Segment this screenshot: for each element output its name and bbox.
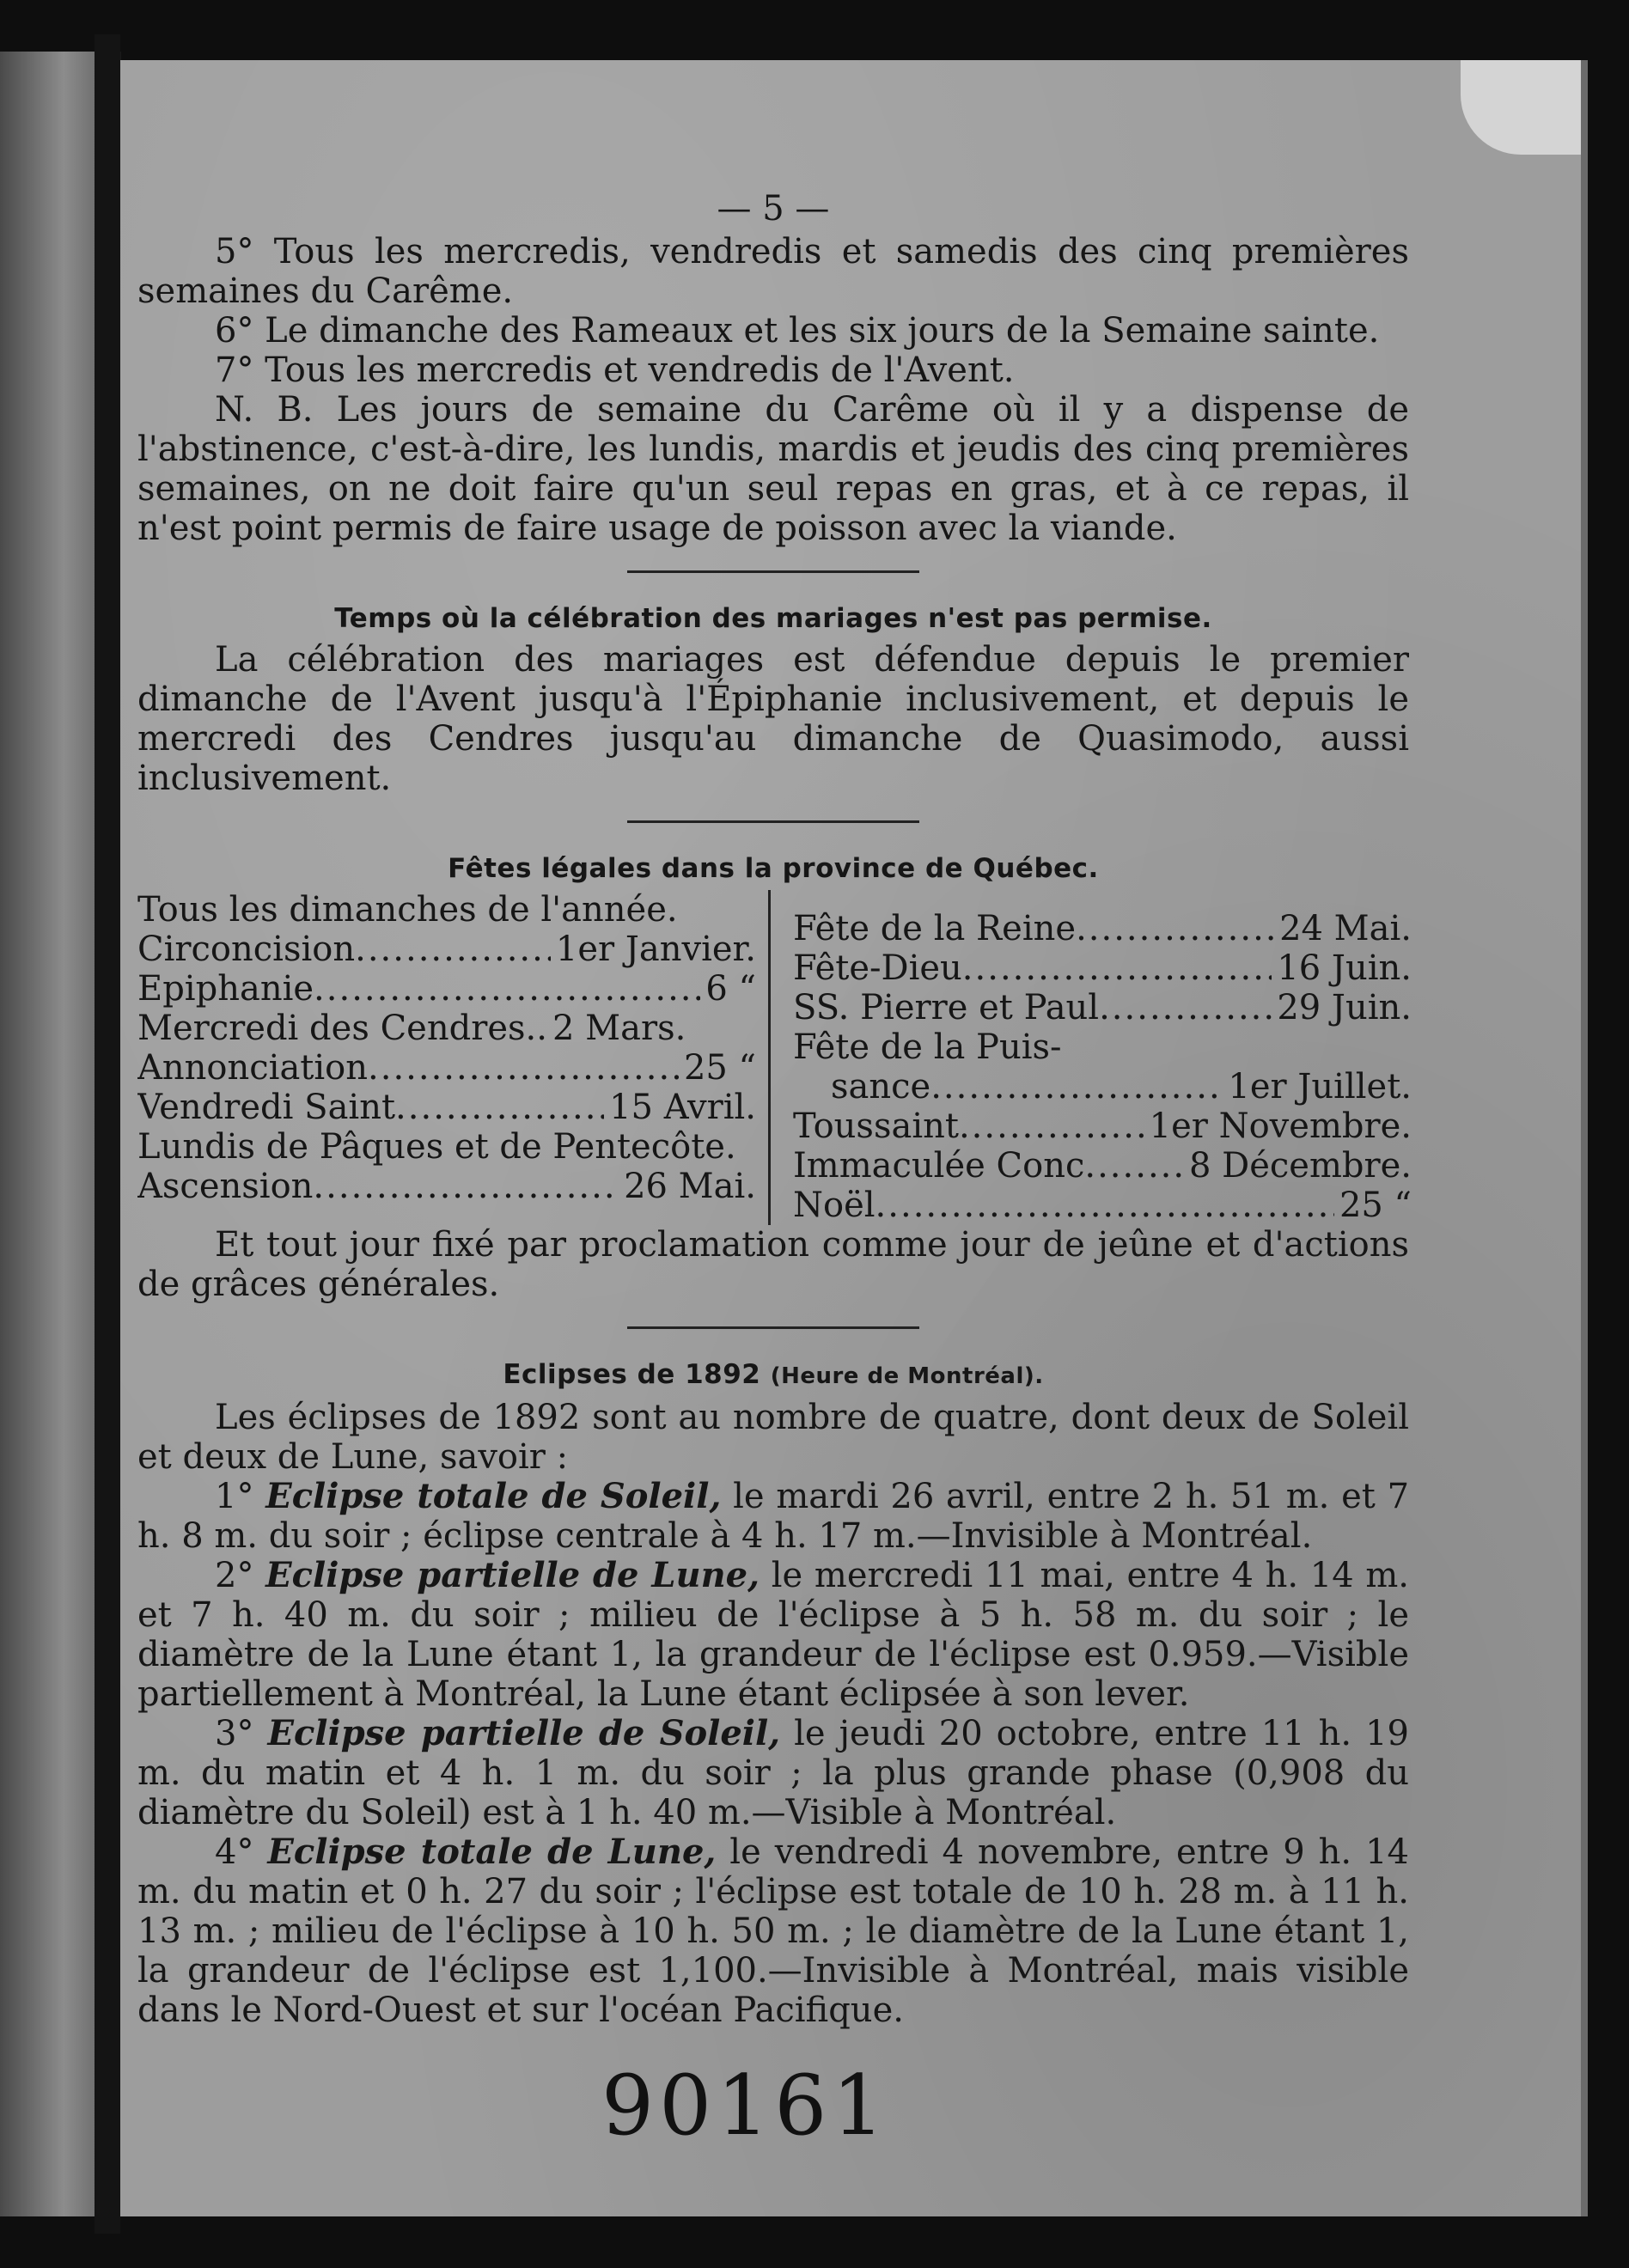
fete-row — [793, 1146, 1412, 1186]
mariages-heading: Temps où la célébration des mariages n'est pas permise. — [334, 603, 1212, 634]
eclipse-title: Eclipse partielle de Soleil, — [267, 1713, 781, 1753]
fete-name: Immaculée Conc — [793, 1146, 1085, 1186]
fetes-table — [137, 890, 1412, 1225]
eclipse-number: 4° — [215, 1832, 254, 1872]
eclipse-text: le jeudi 20 octobre, entre 11 h. 19 m. du matin et 4 h. 1 m. du soir ; la plus grande phase (0,908 du diamètre du Soleil) est à 1 h. 40 m.—Visible à Montréal. — [137, 1714, 1409, 1832]
eclipse-text: le mardi 26 avril, entre 2 h. 51 m. et 7 h. 8 m. du soir ; éclipse centrale à 4 h. 17 m.—Invisible à Montréal. — [137, 1477, 1410, 1556]
fete-name: Fête-Dieu — [793, 948, 962, 988]
fete-row — [137, 1048, 756, 1088]
eclipse-item — [137, 1714, 1409, 1832]
abstinence-note: N. B. Les jours de semaine du Carême où il y a dispense de l'abstinence, c'est-à-dire, les lundis, mardis et jeudis des cinq premières semaines, on ne doit faire qu'un seul repas en gras, et à ce repas, il n'est point permis de faire usage de poisson avec la viande. — [137, 390, 1409, 548]
eclipse-number: 1° — [215, 1477, 254, 1516]
eclipse-title: Eclipse totale de Lune, — [267, 1832, 717, 1872]
leader-dots — [395, 1088, 604, 1127]
fete-name: Ascension — [137, 1167, 314, 1206]
eclipse-item — [137, 1832, 1409, 2030]
eclipses-heading-sub: (Heure de Montréal). — [770, 1363, 1044, 1389]
eclipse-text: le vendredi 4 novembre, entre 9 h. 14 m. du matin et 0 h. 27 du soir ; l'éclipse est totale de 10 h. 28 m. à 11 h. 13 m. ; milieu de l'éclipse à 10 h. 50 m. ; le diamètre de la Lune étant 1, la grandeur de l'éclipse est 1,100.—Invisible à Montréal, mais visible dans le Nord-Ouest et sur l'océan Pacifique. — [137, 1832, 1409, 2030]
fete-row — [793, 1067, 1412, 1107]
page-number: — 5 — — [717, 189, 830, 229]
fete-date: 16 Juin. — [1277, 948, 1412, 988]
fete-date: 25 “ — [683, 1048, 756, 1088]
fete-row — [137, 1009, 756, 1048]
fetes-heading: Fêtes légales dans la province de Québec. — [448, 853, 1099, 884]
abstinence-item-5: 5° Tous les mercredis, vendredis et samedis des cinq premières semaines du Carême. — [137, 232, 1409, 311]
fete-date: 8 Décembre. — [1188, 1146, 1412, 1186]
eclipse-title: Eclipse partielle de Lune, — [265, 1555, 760, 1595]
eclipse-title: Eclipse totale de Soleil, — [265, 1476, 722, 1516]
section-divider — [627, 820, 919, 823]
fete-row — [137, 930, 756, 969]
page-stain — [1461, 60, 1581, 155]
abstinence-item-6: 6° Le dimanche des Rameaux et les six jours de la Semaine sainte. — [215, 311, 1380, 351]
fete-name: Noël — [793, 1186, 876, 1225]
fete-date: 1er Juillet. — [1228, 1067, 1412, 1107]
leader-dots — [959, 1107, 1144, 1146]
fete-row — [793, 1107, 1412, 1146]
fete-date: 25 “ — [1339, 1186, 1412, 1225]
leader-dots — [962, 948, 1272, 988]
fete-row — [137, 1167, 756, 1206]
fetes-left-column — [137, 890, 756, 1225]
eclipse-item — [137, 1556, 1409, 1714]
leader-dots — [368, 1048, 679, 1088]
leader-dots — [313, 1167, 619, 1206]
fetes-closing: Et tout jour fixé par proclamation comme jour de jeûne et d'actions de grâces générales. — [137, 1225, 1409, 1304]
leader-dots — [314, 969, 700, 1009]
fete-name: Vendredi Saint — [137, 1088, 396, 1127]
fete-date: 24 Mai. — [1279, 909, 1412, 948]
fete-date: 29 Juin. — [1277, 988, 1412, 1027]
fete-row — [793, 1186, 1412, 1225]
fete-name: Mercredi des Cendres.. — [137, 1009, 547, 1048]
fete-row — [793, 948, 1412, 988]
fete-name: Epiphanie — [137, 969, 314, 1009]
stamp-number: 90161 — [601, 2058, 890, 2154]
section-divider — [627, 570, 919, 573]
fete-row — [793, 988, 1412, 1027]
abstinence-item-7: 7° Tous les mercredis et vendredis de l'Avent. — [215, 351, 1015, 390]
leader-dots — [876, 1186, 1334, 1225]
fete-date: 15 Avril. — [609, 1088, 756, 1127]
leader-dots — [355, 930, 551, 969]
book-spine — [95, 34, 120, 2234]
fete-row: Lundis de Pâques et de Pentecôte. — [137, 1127, 736, 1167]
fete-name: Annonciation — [137, 1048, 369, 1088]
fetes-intro: Tous les dimanches de l'année. — [137, 890, 678, 930]
fete-name: sance — [831, 1067, 931, 1107]
fete-row — [137, 1088, 756, 1127]
leader-dots — [1099, 988, 1272, 1027]
eclipse-text: le mercredi 11 mai, entre 4 h. 14 m. et 7 h. 40 m. du soir ; milieu de l'éclipse à 5 h. 58 m. du soir ; le diamètre de la Lune étant 1, la grandeur de l'éclipse est 0.959.—Visible partiellement à Montréal, la Lune étant éclipsée à son lever. — [137, 1556, 1410, 1714]
fete-date: 1er Novembre. — [1149, 1107, 1412, 1146]
fete-name: SS. Pierre et Paul — [793, 988, 1100, 1027]
eclipse-number: 3° — [215, 1714, 254, 1753]
fetes-right-column — [768, 890, 1412, 1225]
fete-date: 26 Mai. — [624, 1167, 756, 1206]
leader-dots — [1084, 1146, 1184, 1186]
fete-row — [793, 909, 1412, 948]
fete-date: 2 Mars. — [552, 1009, 686, 1048]
eclipse-item — [137, 1477, 1409, 1556]
fete-name: Fête de la Reine — [793, 909, 1077, 948]
fete-row: Fête de la Puis- — [793, 1027, 1062, 1067]
leader-dots — [1076, 909, 1274, 948]
page-content — [137, 189, 1412, 2030]
fete-date: 6 “ — [705, 969, 756, 1009]
mariages-text: La célébration des mariages est défendue depuis le premier dimanche de l'Avent jusqu'à l'Épiphanie inclusivement, et depuis le mercredi des Cendres jusqu'au dimanche de Quasimodo, aussi inclusivement. — [137, 640, 1409, 798]
fete-name: Toussaint — [793, 1107, 959, 1146]
leader-dots — [930, 1067, 1223, 1107]
eclipses-heading — [137, 1355, 1409, 1396]
eclipses-heading-title: Eclipses de 1892 — [503, 1359, 761, 1390]
eclipses-intro: Les éclipses de 1892 sont au nombre de quatre, dont deux de Soleil et deux de Lune, savoir : — [137, 1398, 1409, 1477]
eclipse-number: 2° — [215, 1556, 254, 1595]
section-divider — [627, 1326, 919, 1329]
fete-row — [137, 969, 756, 1009]
fete-name: Circoncision — [137, 930, 356, 969]
fete-date: 1er Janvier. — [555, 930, 756, 969]
